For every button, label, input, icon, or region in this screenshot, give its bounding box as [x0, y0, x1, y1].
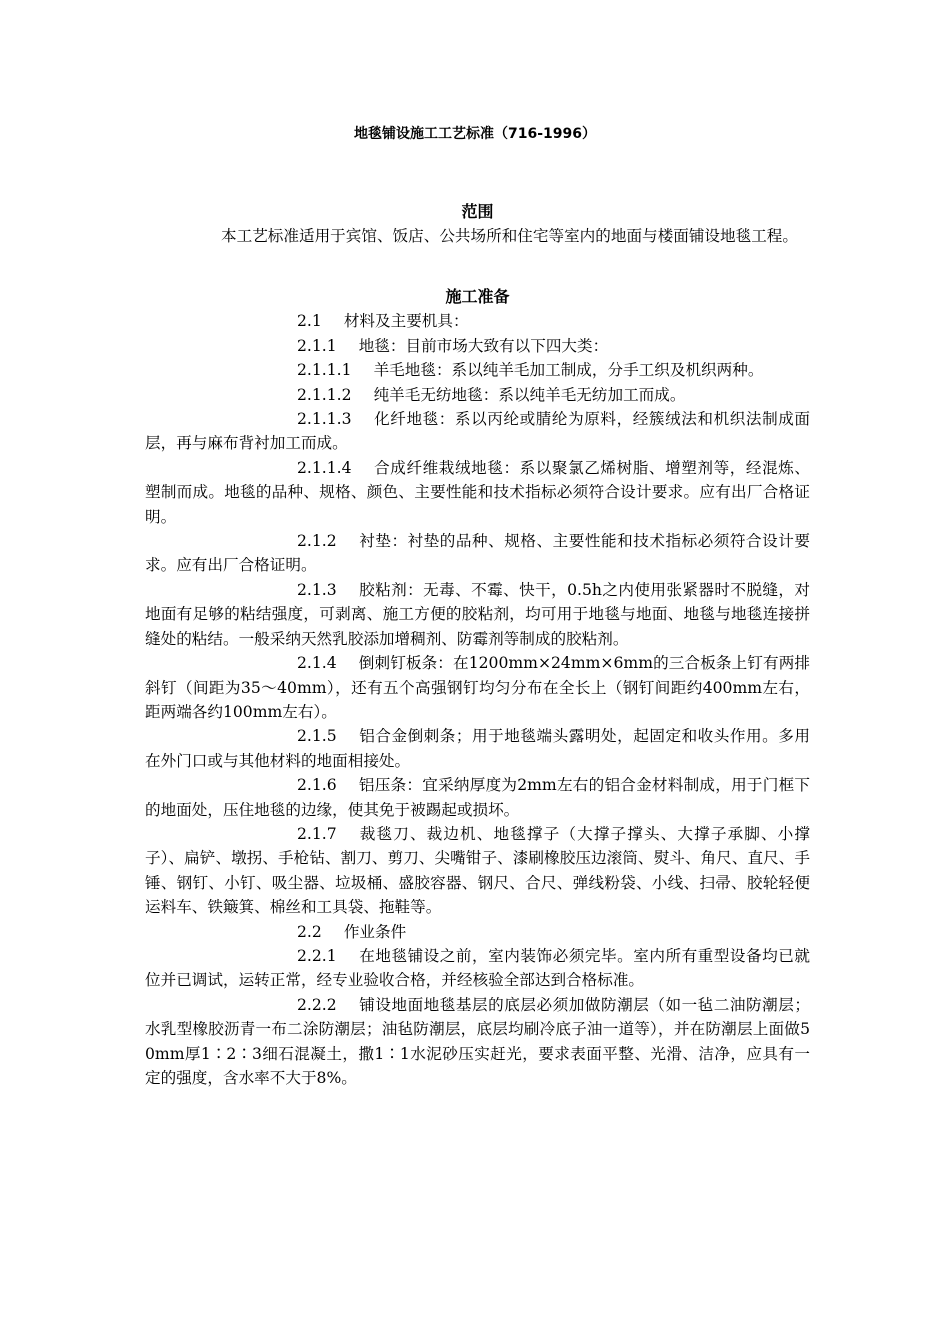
scope-paragraph: 本工艺标准适用于宾馆、饭店、公共场所和住宅等室内的地面与楼面铺设地毯工程。: [221, 227, 798, 245]
item-text: 裁毯刀、裁边机、地毯撑子（大撑子撑头、大撑子承脚、小撑子）、扁铲、墩拐、手枪钻、割刀、剪刀、尖嘴钳子、漆刷橡胶压边滚筒、熨斗、角尺、直尺、手锤、钢钉、小钉、吸尘器、垃圾桶、盛胶容器、钢尺、合尺、弹线粉袋、小线、扫帚、胶轮轻便运料车、铁簸箕、棉丝和工具袋、拖鞋等。: [145, 824, 810, 917]
item-text: 地毯：目前市场大致有以下四大类：: [358, 336, 609, 355]
list-item: [145, 309, 810, 333]
preparation-items: [145, 309, 810, 1090]
item-text: 铝压条：宜采纳厚度为2mm左右的铝合金材料制成，用于门框下的地面处，压住地毯的边缘，使其免于被踢起或损坏。: [145, 776, 810, 819]
item-text: 衬垫：衬垫的品种、规格、主要性能和技术指标必须符合设计要求。应有出厂合格证明。: [145, 532, 810, 575]
list-item: [145, 993, 810, 1091]
list-item: [145, 944, 810, 993]
item-text: 胶粘剂：无毒、不霉、快干，0.5h之内使用张紧器时不脱缝，对地面有足够的粘结强度，可剥离、施工方便的胶粘剂，均可用于地毯与地面、地毯与地毯连接拼缝处的粘结。一般采纳天然乳胶添加增稠剂、防霉剂等制成的胶粘剂。: [145, 580, 810, 648]
list-item: [145, 456, 810, 529]
item-number: 2.1.5: [297, 727, 337, 746]
list-item: [145, 920, 810, 944]
item-number: 2.1.1: [297, 336, 337, 355]
document-body: [145, 200, 810, 1090]
item-text: 作业条件: [343, 922, 407, 941]
item-text: 材料及主要机具：: [343, 312, 469, 331]
item-number: 2.1.7: [297, 824, 337, 843]
item-text: 纯羊毛无纺地毯：系以纯羊毛无纺加工而成。: [373, 385, 686, 404]
item-number: 2.1.1.4: [297, 458, 352, 477]
list-item: [145, 529, 810, 578]
item-text: 羊毛地毯：系以纯羊毛加工制成，分手工织及机织两种。: [373, 361, 764, 380]
section-heading-scope: 范围: [461, 202, 494, 221]
list-item: [145, 407, 810, 456]
item-text: 在地毯铺设之前，室内装饰必须完毕。室内所有重型设备均已就位并已调试，运转正常，经专业验收合格，并经核验全部达到合格标准。: [145, 946, 810, 990]
list-item: [145, 578, 810, 651]
item-number: 2.1.1.2: [297, 385, 352, 404]
item-number: 2.2.1: [297, 946, 337, 965]
list-item: [145, 334, 810, 358]
item-number: 2.2.2: [297, 995, 337, 1014]
item-text: 合成纤维栽绒地毯：系以聚氯乙烯树脂、增塑剂等，经混炼、塑制而成。地毯的品种、规格、颜色、主要性能和技术指标必须符合设计要求。应有出厂合格证明。: [145, 458, 810, 526]
item-number: 2.1.4: [297, 654, 337, 673]
list-item: [145, 358, 810, 382]
list-item: [145, 773, 810, 822]
item-number: 2.1.2: [297, 532, 337, 551]
list-item: [145, 651, 810, 724]
item-number: 2.1: [297, 312, 322, 331]
item-number: 2.1.1.1: [297, 361, 352, 380]
item-text: 铝合金倒刺条；用于地毯端头露明处，起固定和收头作用。多用在外门口或与其他材料的地面相接处。: [145, 727, 810, 770]
item-number: 2.2: [297, 922, 322, 941]
item-text: 铺设地面地毯基层的底层必须加做防潮层（如一毡二油防潮层；水乳型橡胶沥青一布二涂防潮层；油毡防潮层，底层均刷冷底子油一道等），并在防潮层上面做50mm厚1∶2∶3细石混凝土，撒1∶1水泥砂压实赶光，要求表面平整、光滑、洁净，应具有一定的强度，含水率不大于8%。: [145, 995, 810, 1087]
item-number: 2.1.1.3: [297, 410, 352, 429]
item-text: 倒刺钉板条：在1200mm×24mm×6mm的三合板条上钉有两排斜钉（间距为35～40mm），还有五个高强钢钉均匀分布在全长上（钢钉间距约400mm左右，距两端各约100mm左右）。: [145, 654, 810, 721]
list-item: [145, 822, 810, 920]
list-item: [145, 383, 810, 407]
item-text: 化纤地毯：系以丙纶或腈纶为原料，经簇绒法和机织法制成面层，再与麻布背衬加工而成。: [145, 410, 810, 453]
document-title: 地毯铺设施工工艺标准（716-1996）: [354, 126, 596, 142]
list-item: [145, 724, 810, 773]
item-number: 2.1.3: [297, 580, 337, 599]
section-spacer: [145, 248, 810, 285]
item-number: 2.1.6: [297, 776, 337, 795]
section-heading-preparation: 施工准备: [445, 287, 510, 307]
